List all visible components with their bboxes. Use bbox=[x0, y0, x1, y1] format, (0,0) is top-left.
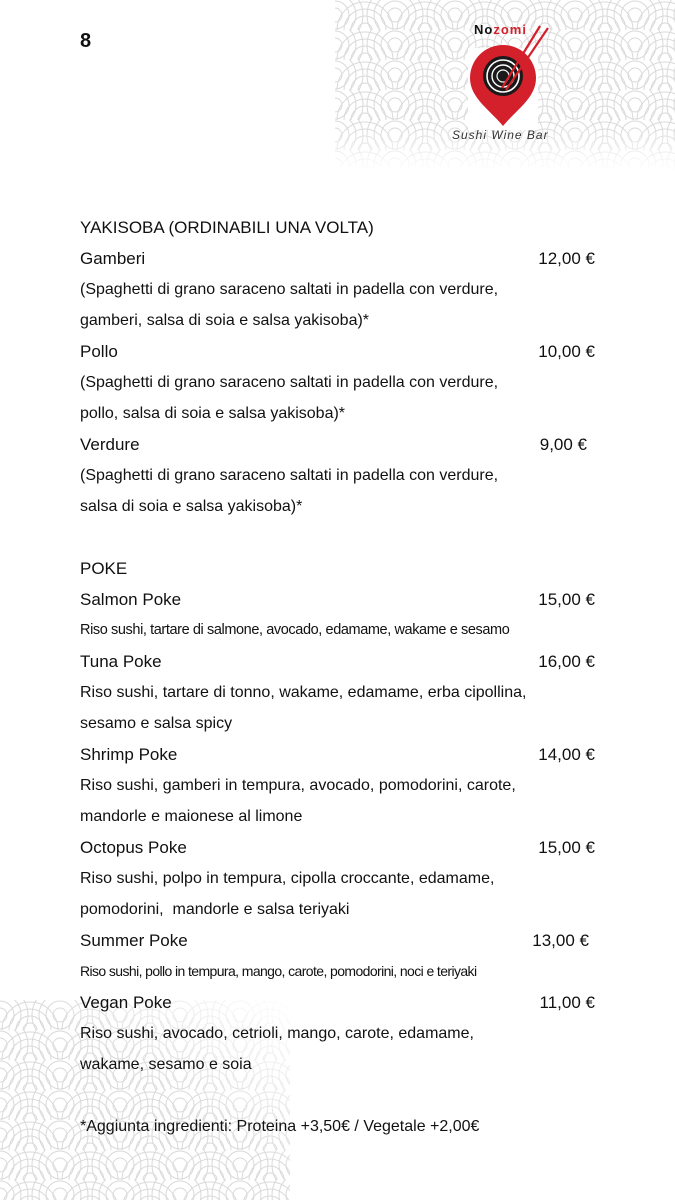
item-name: Salmon Poke bbox=[80, 590, 182, 609]
item-price: 15,00 € bbox=[538, 838, 595, 857]
item-name: Verdure bbox=[80, 435, 140, 454]
item-description: salsa di soia e salsa yakisoba)* bbox=[80, 498, 303, 515]
item-price: 15,00 € bbox=[538, 590, 595, 609]
menu-item-gamberi bbox=[80, 243, 595, 274]
item-description: (Spaghetti di grano saraceno saltati in padella con verdure, bbox=[80, 374, 499, 391]
section-title-yakisoba: YAKISOBA (ORDINABILI UNA VOLTA) bbox=[80, 218, 374, 237]
item-description: wakame, sesamo e soia bbox=[80, 1056, 252, 1073]
brand-tagline: Sushi Wine Bar bbox=[452, 128, 549, 142]
item-price: 12,00 € bbox=[538, 249, 595, 268]
item-description: mandorle e maionese al limone bbox=[80, 808, 303, 825]
item-name: Vegan Poke bbox=[80, 993, 172, 1012]
item-description: Riso sushi, tartare di salmone, avocado, edamame, wakame e sesamo bbox=[80, 622, 510, 638]
item-description: pomodorini, mandorle e salsa teriyaki bbox=[80, 901, 350, 918]
item-description: Riso sushi, polpo in tempura, cipolla croccante, edamame, bbox=[80, 870, 495, 887]
item-name: Gamberi bbox=[80, 249, 146, 268]
item-description: Riso sushi, tartare di tonno, wakame, edamame, erba cipollina, bbox=[80, 684, 527, 701]
item-description: gamberi, salsa di soia e salsa yakisoba)* bbox=[80, 312, 370, 329]
section-spacer bbox=[80, 522, 595, 553]
item-description: pollo, salsa di soia e salsa yakisoba)* bbox=[80, 405, 346, 422]
item-description: Riso sushi, pollo in tempura, mango, carote, pomodorini, noci e teriyaki bbox=[80, 963, 477, 979]
item-price: 11,00 € bbox=[539, 993, 595, 1012]
menu-item-vegan-poke bbox=[80, 987, 595, 1018]
menu-item-salmon-poke bbox=[80, 584, 595, 615]
item-description: Riso sushi, avocado, cetrioli, mango, carote, edamame, bbox=[80, 1025, 474, 1042]
item-price: 13,00 € bbox=[532, 931, 589, 950]
menu-item-shrimp-poke bbox=[80, 739, 595, 770]
menu-item-verdure bbox=[80, 429, 595, 460]
item-description: sesamo e salsa spicy bbox=[80, 715, 233, 732]
item-description: (Spaghetti di grano saraceno saltati in padella con verdure, bbox=[80, 281, 499, 298]
section-title-poke: POKE bbox=[80, 559, 128, 578]
footnote: *Aggiunta ingredienti: Proteina +3,50€ / Vegetale +2,00€ bbox=[80, 1118, 480, 1135]
item-description: (Spaghetti di grano saraceno saltati in padella con verdure, bbox=[80, 467, 499, 484]
item-price: 14,00 € bbox=[538, 745, 595, 764]
menu-item-tuna-poke bbox=[80, 646, 595, 677]
item-price: 16,00 € bbox=[538, 652, 595, 671]
brand-name: Nozomi bbox=[474, 22, 527, 37]
menu-content bbox=[80, 212, 595, 1142]
item-description: Riso sushi, gamberi in tempura, avocado, pomodorini, carote, bbox=[80, 777, 516, 794]
item-name: Tuna Poke bbox=[80, 652, 162, 671]
item-name: Shrimp Poke bbox=[80, 745, 178, 764]
section-spacer bbox=[80, 1080, 595, 1111]
item-name: Summer Poke bbox=[80, 931, 188, 950]
item-price: 10,00 € bbox=[538, 342, 595, 361]
item-price: 9,00 € bbox=[539, 435, 587, 454]
menu-item-summer-poke bbox=[80, 925, 595, 956]
menu-item-octopus-poke bbox=[80, 832, 595, 863]
item-name: Octopus Poke bbox=[80, 838, 187, 857]
page-number: 8 bbox=[80, 30, 92, 52]
item-name: Pollo bbox=[80, 342, 118, 361]
menu-item-pollo bbox=[80, 336, 595, 367]
